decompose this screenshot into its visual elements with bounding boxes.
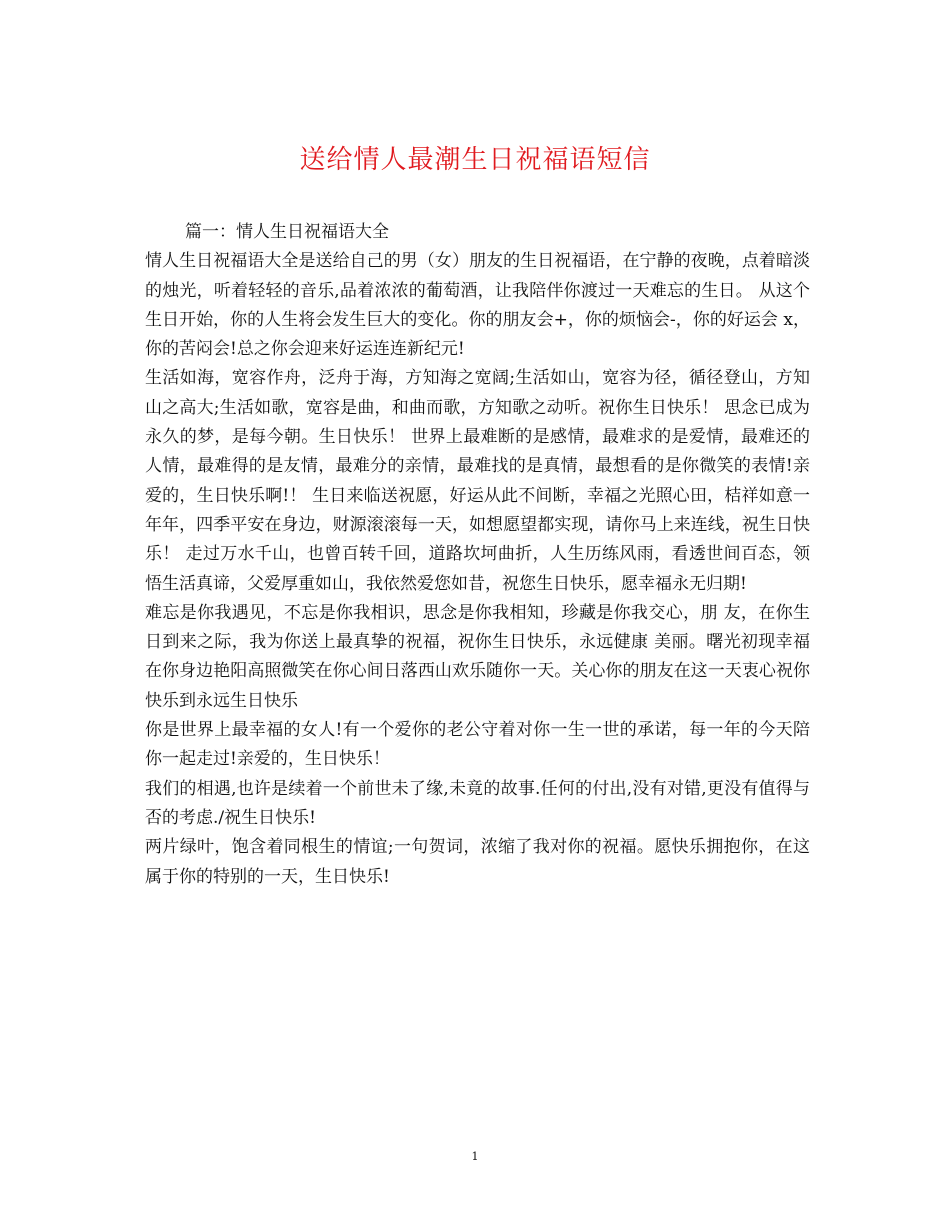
body-paragraph: 两片绿叶，饱含着同根生的情谊;一句贺词，浓缩了我对你的祝福。愿快乐拥抱你，在这属于你的特别的一天，生日快乐! [145, 837, 810, 887]
body-paragraph: 我们的相遇,也许是续着一个前世未了缘,未竟的故事.任何的付出,没有对错,更没有值得与否的考虑./祝生日快乐! [145, 778, 810, 828]
page-number: 1 [471, 1150, 479, 1163]
body-paragraph: 你是世界上最幸福的女人!有一个爱你的老公守着对你一生一世的承诺，每一年的今天陪你一起走过!亲爱的，生日快乐！ [145, 720, 810, 770]
body-paragraph: 难忘是你我遇见，不忘是你我相识，思念是你我相知，珍藏是你我交心，朋 友，在你生日到来之际，我为你送上最真挚的祝福，祝你生日快乐，永远健康 美丽。曙光初现幸福在你身边艳阳高照微笑在你心间日落西山欢乐随你一天。关心你的朋友在这一天衷心祝你快乐到永远生日快乐 [145, 602, 810, 711]
document-body [145, 218, 810, 892]
body-paragraph: 生活如海，宽容作舟，泛舟于海，方知海之宽阔;生活如山，宽容为径，循径登山，方知山之高大;生活如歌，宽容是曲，和曲而歌，方知歌之动听。祝你生日快乐！ 思念已成为永久的梦，是每今朝。生日快乐！ 世界上最难断的是感情，最难求的是爱情，最难还的人情，最难得的是友情，最难分的亲情，最难找的是真情，最想看的是你微笑的表情!亲爱的，生日快乐啊!！ 生日来临送祝愿，好运从此不间断，幸福之光照心田，桔祥如意一年年，四季平安在身边，财源滚滚每一天，如想愿望都实现，请你马上来连线，祝生日快乐！ 走过万水千山，也曾百转千回，道路坎坷曲折，人生历练风雨，看透世间百态，领悟生活真谛，父爱厚重如山，我依然爱您如昔，祝您生日快乐，愿幸福永无归期! [145, 368, 810, 594]
document-title: 送给情人最潮生日祝福语短信 [299, 145, 651, 175]
section-heading: 篇一：情人生日祝福语大全 [185, 222, 389, 242]
body-paragraph: 情人生日祝福语大全是送给自己的男（女）朋友的生日祝福语，在宁静的夜晚，点着暗淡的烛光，听着轻轻的音乐,品着浓浓的葡萄酒，让我陪伴你渡过一天难忘的生日。 从这个生日开始，你的人生将会发生巨大的变化。你的朋友会+，你的烦恼会-，你的好运会 x，你的苦闷会!总之你会迎来好运连连新纪元! [145, 251, 810, 360]
